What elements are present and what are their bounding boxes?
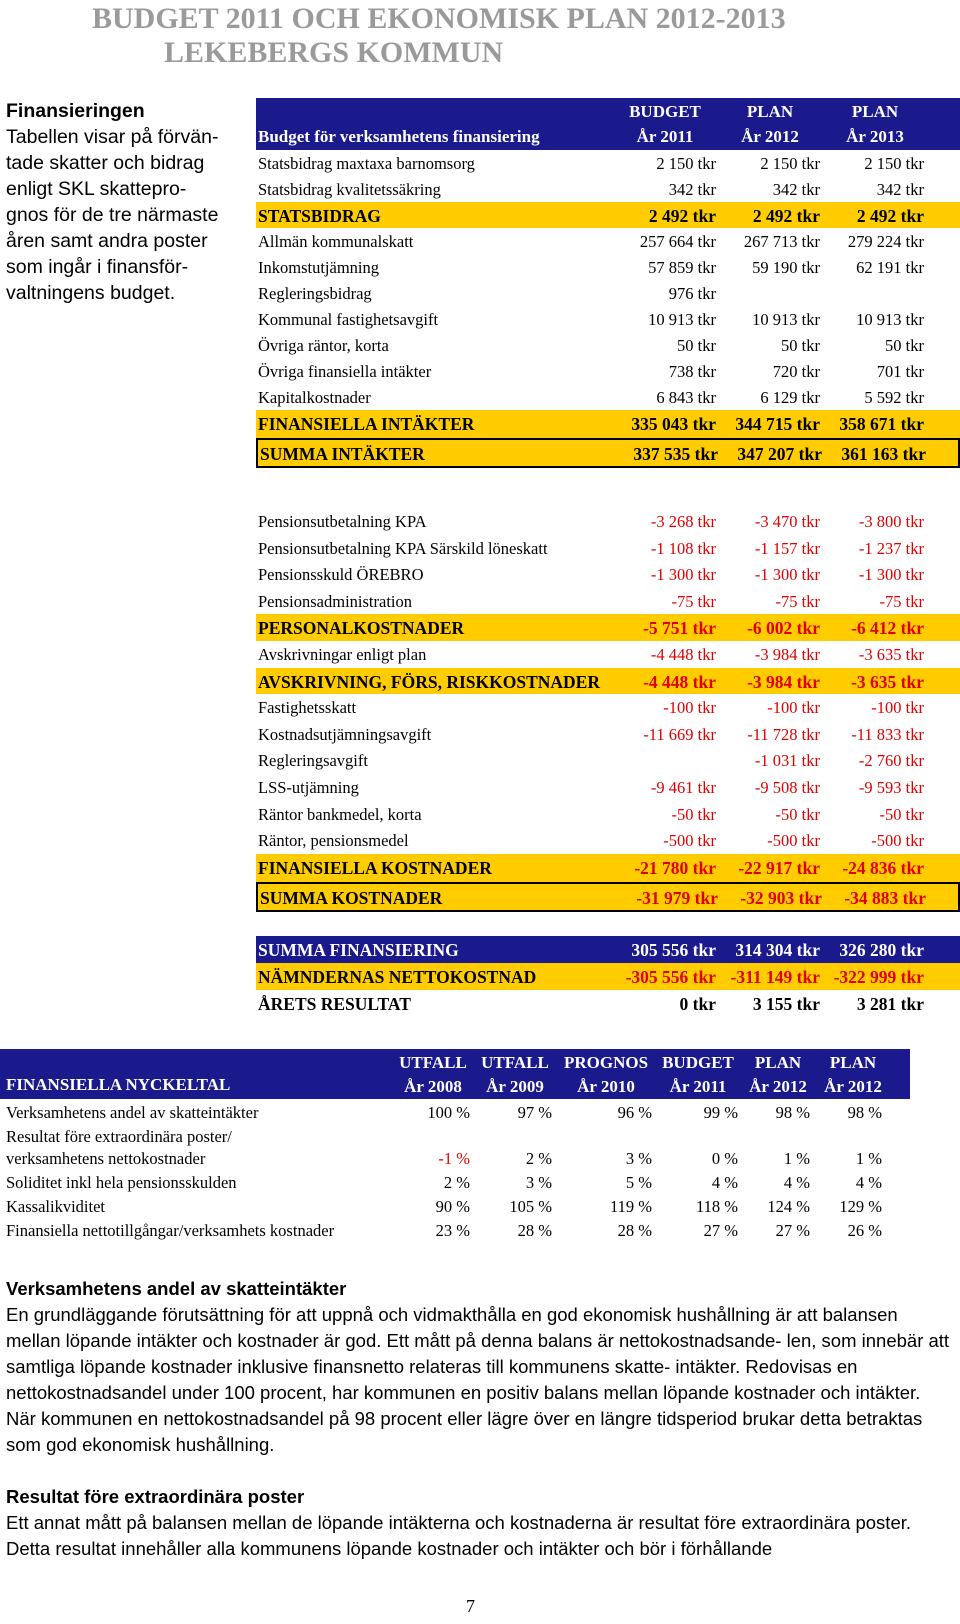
row-label: SUMMA KOSTNADER — [260, 887, 443, 908]
row-value: 344 715 tkr — [735, 414, 820, 434]
row-value: 314 304 tkr — [735, 940, 820, 960]
row-value: -11 728 tkr — [747, 724, 820, 744]
row-label: Regleringsavgift — [258, 751, 368, 771]
col-header-plan-2012: PLAN — [746, 102, 794, 121]
table-row — [256, 774, 960, 801]
row-label: SUMMA FINANSIERING — [258, 940, 459, 960]
row-value: -6 002 tkr — [747, 618, 820, 639]
row-value: -3 470 tkr — [754, 512, 820, 531]
row-value: 279 224 tkr — [847, 232, 924, 251]
row-value: 257 664 tkr — [639, 232, 716, 251]
nyckeltal-row — [0, 1171, 910, 1195]
nyckeltal-row — [0, 1195, 910, 1219]
nyckeltal-col-header: PLAN — [829, 1053, 877, 1072]
row-value: -1 % — [438, 1149, 470, 1168]
table-row — [256, 854, 960, 882]
row-label: Kommunal fastighetsavgift — [258, 310, 439, 329]
table-row — [256, 694, 960, 721]
row-value: 90 % — [435, 1197, 470, 1216]
row-value: 361 163 tkr — [841, 444, 926, 464]
row-value: 326 280 tkr — [839, 940, 924, 960]
row-value: -2 760 tkr — [858, 751, 924, 771]
row-value: 118 % — [695, 1197, 738, 1216]
sidebar-body: Tabellen visar på förvän- tade skatter och bidrag enligt SKL skattepro- gnos för de tre närmaste åren samt andra poster som ingår i finansför- valtningens budget. — [6, 126, 219, 304]
row-value: 50 tkr — [885, 336, 924, 355]
row-value: -4 448 tkr — [643, 671, 716, 692]
row-label: Statsbidrag maxtaxa barnomsorg — [258, 154, 475, 173]
row-label: Soliditet inkl hela pensionsskulden — [6, 1173, 237, 1192]
row-value: 26 % — [847, 1221, 882, 1240]
row-value: -11 669 tkr — [643, 724, 716, 744]
table-header-label: Budget för verksamhetens finansiering — [258, 127, 540, 146]
row-label: PERSONALKOSTNADER — [258, 618, 465, 639]
nyckeltal-col-header: BUDGET — [662, 1053, 734, 1072]
nyckeltal-col-header: PROGNOS — [563, 1053, 649, 1072]
table-row — [256, 176, 960, 202]
row-value: 3 155 tkr — [752, 994, 820, 1014]
row-value: -3 635 tkr — [851, 671, 924, 692]
table-row — [256, 561, 960, 588]
row-label: Pensionsutbetalning KPA Särskild löneskatt — [258, 538, 548, 558]
sidebar-title: Finansieringen — [6, 100, 145, 122]
table-row — [256, 358, 960, 384]
section-heading: Resultat före extraordinära poster — [6, 1486, 305, 1507]
row-value: -100 tkr — [663, 698, 716, 718]
row-value: 10 913 tkr — [856, 310, 924, 329]
row-label: Fastighetsskatt — [258, 698, 357, 718]
nyckeltal-col-year: År 2009 — [486, 1077, 544, 1096]
row-value: 267 713 tkr — [743, 232, 820, 251]
table-row — [256, 508, 960, 535]
row-value: 57 859 tkr — [648, 258, 716, 277]
row-label: STATSBIDRAG — [258, 206, 381, 226]
row-label: FINANSIELLA INTÄKTER — [258, 414, 475, 434]
row-value: -75 tkr — [879, 591, 924, 611]
row-value: -50 tkr — [775, 804, 820, 824]
row-value: 0 tkr — [679, 994, 716, 1014]
row-label: LSS-utjämning — [258, 778, 359, 797]
row-value: 100 % — [427, 1103, 470, 1122]
col-header-plan-2013: PLAN — [851, 102, 899, 121]
row-value: 4 % — [711, 1173, 738, 1192]
table-row — [256, 641, 960, 668]
table-row — [256, 614, 960, 641]
row-value: 98 % — [847, 1103, 882, 1122]
nyckeltal-col-year: År 2011 — [669, 1077, 727, 1096]
header-title: BUDGET 2011 OCH EKONOMISK PLAN 2012-2013 — [92, 2, 786, 35]
sidebar-note — [6, 98, 238, 306]
row-label: Pensionsskuld ÖREBRO — [258, 565, 424, 585]
nyckeltal-header — [0, 1049, 910, 1099]
row-value: 0 % — [711, 1149, 738, 1168]
nyckeltal-title: FINANSIELLA NYCKELTAL — [6, 1075, 231, 1094]
row-value: -32 903 tkr — [740, 887, 822, 908]
table-row — [256, 990, 960, 1017]
row-value: -100 tkr — [871, 698, 924, 718]
row-value: -24 836 tkr — [842, 857, 924, 878]
row-value: 1 % — [783, 1149, 810, 1168]
row-value: 119 % — [609, 1197, 652, 1216]
row-value: 4 % — [855, 1173, 882, 1192]
section-result — [6, 1484, 954, 1562]
nyckeltal-col-year: År 2008 — [404, 1077, 462, 1096]
row-value: -9 593 tkr — [858, 778, 924, 797]
row-value: 342 tkr — [668, 180, 716, 199]
row-value: 4 % — [783, 1173, 810, 1192]
section-text: Ett annat mått på balansen mellan de löpande intäkterna och kostnaderna är resultat före extraordinära poster. Detta resultat innehåller alla kommunens löpande kostnader och intäkter och bör i förhållande — [6, 1512, 912, 1559]
row-value: -3 800 tkr — [858, 512, 924, 531]
row-value: 27 % — [703, 1221, 738, 1240]
row-label: Kostnadsutjämningsavgift — [258, 724, 432, 744]
row-value: -75 tkr — [671, 591, 716, 611]
row-value: -1 300 tkr — [754, 565, 820, 585]
row-value: 96 % — [617, 1103, 652, 1122]
section-share-of-tax — [6, 1276, 954, 1458]
row-label: Statsbidrag kvalitetssäkring — [258, 180, 441, 199]
row-value: -500 tkr — [767, 831, 820, 851]
row-value: 62 191 tkr — [856, 258, 924, 277]
row-value: 342 tkr — [772, 180, 820, 199]
table-row — [256, 384, 960, 410]
nyckeltal-col-year: År 2012 — [749, 1077, 807, 1096]
row-label: Kassalikviditet — [6, 1197, 105, 1216]
row-value: -322 999 tkr — [833, 967, 924, 987]
row-value: 50 tkr — [781, 336, 820, 355]
row-value: 1 % — [855, 1149, 882, 1168]
row-value: 28 % — [617, 1221, 652, 1240]
row-value: -3 984 tkr — [754, 645, 820, 664]
table-row — [256, 254, 960, 280]
row-label: Övriga räntor, korta — [258, 336, 389, 355]
row-value: -1 157 tkr — [754, 538, 820, 558]
table-row — [256, 827, 960, 854]
table-row — [256, 438, 960, 468]
col-year-2011: År 2011 — [636, 127, 694, 146]
row-label: FINANSIELLA KOSTNADER — [258, 857, 492, 878]
row-value: 6 843 tkr — [656, 388, 716, 407]
row-label: Pensionsutbetalning KPA — [258, 512, 427, 531]
col-year-2013: År 2013 — [846, 127, 904, 146]
row-value: -3 984 tkr — [747, 671, 820, 692]
row-label: Inkomstutjämning — [258, 258, 379, 277]
nyckeltal-col-year: År 2010 — [577, 1077, 635, 1096]
table-row — [256, 228, 960, 254]
table-row — [256, 332, 960, 358]
table-row — [256, 202, 960, 228]
row-label: Avskrivningar enligt plan — [258, 645, 427, 664]
row-value: 342 tkr — [876, 180, 924, 199]
row-value: -1 300 tkr — [650, 565, 716, 585]
row-value: 976 tkr — [668, 284, 716, 303]
table-row — [256, 801, 960, 828]
row-value: -21 780 tkr — [634, 857, 716, 878]
row-value: 347 207 tkr — [737, 444, 822, 464]
table-row — [256, 150, 960, 176]
row-label: Resultat före extraordinära poster/ — [6, 1127, 232, 1146]
row-value: 2 492 tkr — [856, 206, 924, 226]
row-value: 335 043 tkr — [631, 414, 716, 434]
row-value: 5 592 tkr — [864, 388, 924, 407]
col-year-2012: År 2012 — [741, 127, 799, 146]
row-label: Räntor, pensionsmedel — [258, 831, 409, 851]
row-value: -50 tkr — [671, 804, 716, 824]
row-value: 28 % — [517, 1221, 552, 1240]
row-value: 720 tkr — [772, 362, 820, 381]
row-label: Verksamhetens andel av skatteintäkter — [6, 1103, 259, 1122]
row-value: -6 412 tkr — [851, 618, 924, 639]
table-row — [256, 280, 960, 306]
row-value: -305 556 tkr — [625, 967, 716, 987]
table-row — [256, 747, 960, 774]
row-label: SUMMA INTÄKTER — [260, 444, 425, 464]
row-value: -9 508 tkr — [754, 778, 820, 797]
row-value: -22 917 tkr — [738, 857, 820, 878]
row-value: -50 tkr — [879, 804, 924, 824]
row-label: Pensionsadministration — [258, 591, 412, 611]
row-value: -311 149 tkr — [730, 967, 820, 987]
row-value: 5 % — [625, 1173, 652, 1192]
nyckeltal-col-header: UTFALL — [399, 1053, 467, 1072]
row-value: -34 883 tkr — [844, 887, 926, 908]
table-row — [256, 963, 960, 990]
table-row — [256, 936, 960, 963]
row-value: -75 tkr — [775, 591, 820, 611]
row-value: -100 tkr — [767, 698, 820, 718]
table-row — [256, 588, 960, 615]
row-value: 2 150 tkr — [760, 154, 820, 173]
row-label: Kapitalkostnader — [258, 388, 371, 407]
row-value: 337 535 tkr — [633, 444, 718, 464]
row-value: 105 % — [509, 1197, 552, 1216]
row-value: -1 108 tkr — [650, 538, 716, 558]
row-value: 124 % — [767, 1197, 810, 1216]
row-value: 129 % — [839, 1197, 882, 1216]
table-row — [256, 668, 960, 695]
row-value: 3 % — [525, 1173, 552, 1192]
row-value: 6 129 tkr — [760, 388, 820, 407]
row-value: 50 tkr — [677, 336, 716, 355]
finance-table-header — [256, 98, 960, 150]
table-row — [256, 721, 960, 748]
nyckeltal-col-header: UTFALL — [481, 1053, 549, 1072]
row-label: Allmän kommunalskatt — [258, 232, 414, 251]
row-value: 738 tkr — [668, 362, 716, 381]
row-value: -1 300 tkr — [858, 565, 924, 585]
row-label: AVSKRIVNING, FÖRS, RISKKOSTNADER — [258, 671, 600, 692]
row-value: 2 % — [443, 1173, 470, 1192]
col-header-budget-2011: BUDGET — [629, 102, 701, 121]
table-row — [256, 410, 960, 438]
row-value: -3 268 tkr — [650, 512, 716, 531]
row-label: NÄMNDERNAS NETTOKOSTNAD — [258, 967, 537, 987]
header-subtitle: LEKEBERGS KOMMUN — [164, 36, 504, 69]
row-value: 10 913 tkr — [752, 310, 820, 329]
row-label: ÅRETS RESULTAT — [258, 994, 411, 1014]
row-label: Övriga finansiella intäkter — [258, 362, 432, 381]
row-value: 10 913 tkr — [648, 310, 716, 329]
nyckeltal-row — [0, 1125, 910, 1171]
row-value: 2 492 tkr — [648, 206, 716, 226]
row-value: 23 % — [435, 1221, 470, 1240]
row-value: 99 % — [703, 1103, 738, 1122]
row-value: 305 556 tkr — [631, 940, 716, 960]
row-value: -5 751 tkr — [643, 618, 716, 639]
row-value: -3 635 tkr — [858, 645, 924, 664]
row-value: 59 190 tkr — [752, 258, 820, 277]
table-row — [256, 882, 960, 912]
row-value: 3 % — [625, 1149, 652, 1168]
row-value: 3 281 tkr — [856, 994, 924, 1014]
row-value: 2 150 tkr — [656, 154, 716, 173]
row-value: 358 671 tkr — [839, 414, 924, 434]
row-label: Finansiella nettotillgångar/verksamhets kostnader — [6, 1221, 335, 1240]
row-value: -9 461 tkr — [650, 778, 716, 797]
row-value: -500 tkr — [871, 831, 924, 851]
nyckeltal-col-year: År 2012 — [824, 1077, 882, 1096]
row-label: Räntor bankmedel, korta — [258, 804, 422, 824]
row-value: 2 % — [525, 1149, 552, 1168]
row-value: 701 tkr — [876, 362, 924, 381]
row-value: -31 979 tkr — [636, 887, 718, 908]
row-value: 2 492 tkr — [752, 206, 820, 226]
table-row — [256, 535, 960, 562]
row-value: 27 % — [775, 1221, 810, 1240]
page-number: 7 — [466, 1596, 475, 1616]
row-value: -1 031 tkr — [754, 751, 820, 771]
row-value: 97 % — [517, 1103, 552, 1122]
row-label: Regleringsbidrag — [258, 284, 372, 303]
nyckeltal-col-header: PLAN — [754, 1053, 802, 1072]
row-value: -11 833 tkr — [851, 724, 924, 744]
section-heading: Verksamhetens andel av skatteintäkter — [6, 1278, 347, 1299]
row-value: 98 % — [775, 1103, 810, 1122]
nyckeltal-row — [0, 1101, 910, 1125]
row-value: 2 150 tkr — [864, 154, 924, 173]
row-value: -500 tkr — [663, 831, 716, 851]
row-value: -1 237 tkr — [858, 538, 924, 558]
table-row — [256, 306, 960, 332]
row-label-continued: verksamhetens nettokostnader — [6, 1149, 206, 1168]
section-text: En grundläggande förutsättning för att uppnå och vidmakthålla en god ekonomisk hushållning är att balansen mellan löpande intäkter och kostnader är god. Ett mått på denna balans är nettokostnadsande- len, som innebär att samtliga löpande kostnader inklusive finansnetto relateras till kommunens skatte- intäkter. Redovisas en nettokostnadsandel under 100 procent, har kommunen en positiv balans mellan löpande kostnader och intäkter. När kommunen en nettokostnadsandel på 98 procent eller lägre över en längre tidsperiod brukar detta betraktas som god ekonomisk hushållning. — [6, 1304, 950, 1455]
row-value: -4 448 tkr — [650, 645, 716, 664]
nyckeltal-row — [0, 1219, 910, 1243]
